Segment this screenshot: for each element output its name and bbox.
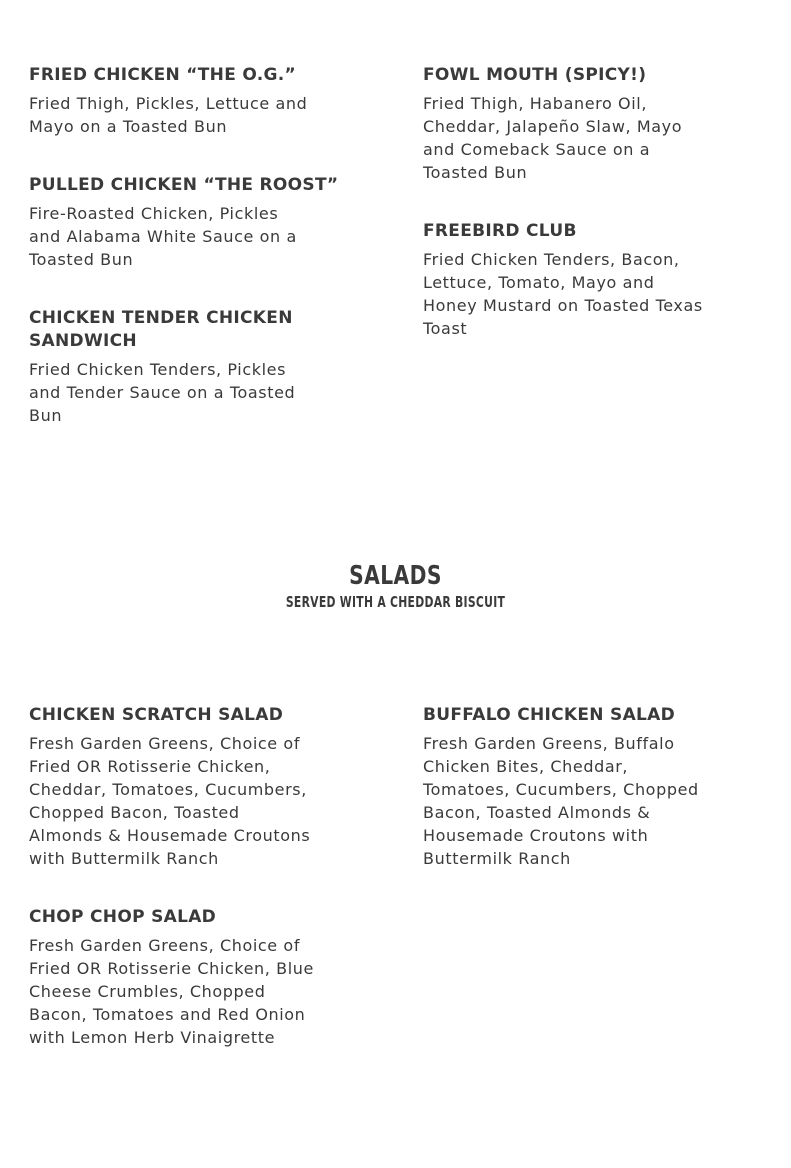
description-line: Fried Chicken Tenders, Bacon, bbox=[423, 250, 680, 269]
menu-item-chicken-scratch-salad bbox=[29, 704, 369, 870]
description-line: Lettuce, Tomato, Mayo and bbox=[423, 273, 655, 292]
description-line: Fresh Garden Greens, Choice of bbox=[29, 936, 301, 955]
description-line: Fried OR Rotisserie Chicken, bbox=[29, 757, 271, 776]
description-line: and Comeback Sauce on a bbox=[423, 140, 651, 159]
description-line: Cheddar, Tomatoes, Cucumbers, bbox=[29, 780, 307, 799]
description-line: Almonds & Housemade Croutons bbox=[29, 826, 311, 845]
description-line: Cheddar, Jalapeño Slaw, Mayo bbox=[423, 117, 683, 136]
section-title: SALADS bbox=[349, 561, 442, 591]
description-line: Chicken Bites, Cheddar, bbox=[423, 757, 629, 776]
description-line: with Lemon Herb Vinaigrette bbox=[29, 1028, 276, 1047]
menu-item-description bbox=[29, 358, 329, 427]
salads-section-header bbox=[0, 561, 791, 611]
menu-item-description bbox=[423, 732, 763, 870]
description-line: Toasted Bun bbox=[423, 163, 528, 182]
description-line: Mayo on a Toasted Bun bbox=[29, 117, 228, 136]
description-line: and Alabama White Sauce on a bbox=[29, 227, 297, 246]
description-line: Chopped Bacon, Toasted bbox=[29, 803, 240, 822]
description-line: Honey Mustard on Toasted Texas bbox=[423, 296, 703, 315]
menu-item-pulled-chicken-roost bbox=[29, 174, 369, 271]
menu-item-description bbox=[423, 92, 763, 184]
menu-item-description bbox=[29, 934, 369, 1049]
menu-item-description bbox=[29, 92, 369, 138]
menu-item-name: PULLED CHICKEN “THE ROOST” bbox=[29, 175, 339, 195]
menu-item-description bbox=[29, 202, 369, 271]
description-line: Bun bbox=[29, 406, 63, 425]
description-line: with Buttermilk Ranch bbox=[29, 849, 219, 868]
menu-item-name: FREEBIRD CLUB bbox=[423, 221, 577, 241]
description-line: Fried Thigh, Habanero Oil, bbox=[423, 94, 648, 113]
menu-item-chop-chop-salad bbox=[29, 906, 369, 1049]
description-line: Toasted Bun bbox=[29, 250, 134, 269]
description-line: Bacon, Toasted Almonds & bbox=[423, 803, 651, 822]
menu-item-name: FOWL MOUTH (SPICY!) bbox=[423, 65, 647, 85]
menu-item-fowl-mouth bbox=[423, 64, 763, 184]
description-line: Fresh Garden Greens, Buffalo bbox=[423, 734, 675, 753]
menu-item-buffalo-chicken-salad bbox=[423, 704, 763, 870]
description-line: Fried Chicken Tenders, Pickles bbox=[29, 360, 287, 379]
description-line: Bacon, Tomatoes and Red Onion bbox=[29, 1005, 306, 1024]
menu-item-chicken-tender-sandwich bbox=[29, 307, 329, 427]
description-line: Fried Thigh, Pickles, Lettuce and bbox=[29, 94, 308, 113]
description-line: Fried OR Rotisserie Chicken, Blue bbox=[29, 959, 314, 978]
menu-item-fried-chicken-og bbox=[29, 64, 369, 138]
menu-item-freebird-club bbox=[423, 220, 763, 340]
description-line: Cheese Crumbles, Chopped bbox=[29, 982, 266, 1001]
menu-item-name: BUFFALO CHICKEN SALAD bbox=[423, 705, 676, 725]
description-line: Toast bbox=[423, 319, 468, 338]
description-line: Fresh Garden Greens, Choice of bbox=[29, 734, 301, 753]
description-line: Buttermilk Ranch bbox=[423, 849, 571, 868]
description-line: and Tender Sauce on a Toasted bbox=[29, 383, 296, 402]
menu-item-name: CHOP CHOP SALAD bbox=[29, 907, 217, 927]
menu-item-name: CHICKEN SCRATCH SALAD bbox=[29, 705, 284, 725]
menu-item-description bbox=[423, 248, 763, 340]
menu-item-name: FRIED CHICKEN “THE O.G.” bbox=[29, 65, 296, 85]
section-subtitle: SERVED WITH A CHEDDAR BISCUIT bbox=[285, 593, 506, 611]
description-line: Tomatoes, Cucumbers, Chopped bbox=[423, 780, 699, 799]
description-line: Housemade Croutons with bbox=[423, 826, 649, 845]
menu-item-name: CHICKEN TENDER CHICKEN SANDWICH bbox=[29, 308, 293, 351]
menu-item-description bbox=[29, 732, 369, 870]
description-line: Fire-Roasted Chicken, Pickles bbox=[29, 204, 279, 223]
